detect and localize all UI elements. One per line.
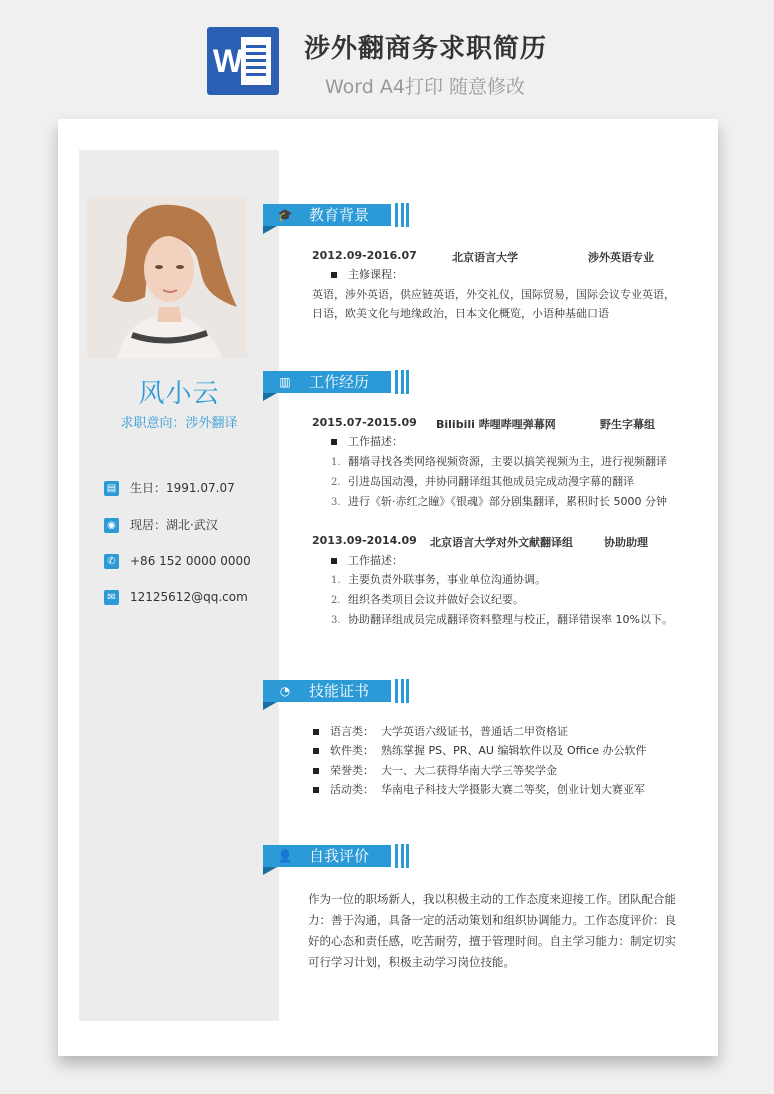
- self-eval-line: 好的心态和责任感，吃苦耐劳，擅于管理时间。自主学习能力：制定切实: [308, 934, 676, 948]
- bullet: [313, 787, 319, 793]
- job-item: 引进岛国动漫，并协同翻译组其他成员完成动漫字幕的翻译: [348, 475, 634, 488]
- skill-text: 大一、大二获得华南大学三等奖学金: [381, 764, 557, 777]
- skill-text: 熟练掌握 PS、PR、AU 编辑软件以及 Office 办公软件: [381, 744, 647, 757]
- section-header-education: 🎓 教育背景: [263, 204, 408, 234]
- page-subtitle: Word A4打印 随意修改: [325, 76, 526, 98]
- bullet: [313, 768, 319, 774]
- job-intent: 求职意向：涉外翻译: [120, 416, 238, 431]
- courses-line: 英语，涉外英语，供应链英语，外交礼仪，国际贸易，国际会议专业英语，: [312, 288, 675, 301]
- section-header-work: ▥ 工作经历: [263, 371, 408, 401]
- word-logo-icon: [207, 27, 279, 95]
- calendar-icon: ▤: [104, 481, 119, 496]
- page-title: 涉外翻商务求职简历: [304, 34, 548, 64]
- bullet: [331, 439, 337, 445]
- section-header-skills: ◔ 技能证书: [263, 680, 408, 710]
- skill-label: 活动类：: [330, 783, 374, 796]
- list-number: 3.: [331, 497, 341, 508]
- skill-label: 软件类：: [330, 744, 374, 757]
- location-icon: ◉: [104, 518, 119, 533]
- courses-label: 主修课程：: [348, 268, 403, 281]
- self-eval-line: 可行学习计划，积极主动学习岗位技能。: [308, 955, 515, 969]
- bullet: [331, 558, 337, 564]
- document-lines-icon: [241, 37, 271, 85]
- mail-icon: ✉: [104, 590, 119, 605]
- list-number: 2.: [331, 477, 341, 488]
- edu-period: 2012.09-2016.07: [312, 249, 417, 262]
- edu-school: 北京语言大学: [452, 251, 518, 264]
- skill-label: 语言类：: [330, 725, 374, 738]
- list-number: 1.: [331, 575, 341, 586]
- word-logo-letter: W: [212, 43, 244, 79]
- bullet: [313, 729, 319, 735]
- job-item: 主要负责外联事务，事业单位沟通协调。: [348, 573, 546, 586]
- section-header-self-eval: 👤 自我评价: [263, 845, 408, 875]
- skill-text: 华南电子科技大学摄影大赛二等奖，创业计划大赛亚军: [381, 783, 645, 796]
- profile-name: 风小云: [138, 379, 220, 409]
- job-period: 2013.09-2014.09: [312, 534, 417, 547]
- job-item: 翻墙寻找各类网络视频资源，主要以搞笑视频为主，进行视频翻译: [348, 455, 667, 468]
- list-number: 3.: [331, 615, 341, 626]
- skill-label: 荣誉类：: [330, 764, 374, 777]
- profile-photo: [87, 197, 247, 358]
- phone-icon: ✆: [104, 554, 119, 569]
- bar-chart-icon: ▥: [279, 375, 291, 389]
- list-number: 1.: [331, 457, 341, 468]
- job-desc-label: 工作描述：: [348, 435, 403, 448]
- skill-text: 大学英语六级证书，普通话二甲资格证: [381, 725, 568, 738]
- job-item: 进行《斩·赤红之瞳》《银魂》部分剧集翻译，累积时长 5000 分钟: [348, 495, 667, 508]
- self-eval-line: 力：善于沟通，具备一定的活动策划和组织协调能力。工作态度评价：良: [308, 913, 676, 927]
- job-item: 协助翻译组成员完成翻译资料整理与校正，翻译错误率 10%以下。: [348, 613, 673, 626]
- job-role: 野生字幕组: [600, 418, 655, 431]
- mouse-icon: ◔: [279, 684, 291, 698]
- job-company: Bilibili 哔哩哔哩弹幕网: [436, 418, 556, 431]
- bullet: [331, 272, 337, 278]
- sidebar: 风小云 求职意向：涉外翻译 ▤ 生日：1991.07.07 ◉ 现居：湖北·武汉 ✆ +86 152 0000 0000 ✉ 12125612@qq.com: [79, 150, 279, 1021]
- list-number: 2.: [331, 595, 341, 606]
- job-period: 2015.07-2015.09: [312, 416, 417, 429]
- job-company: 北京语言大学对外文献翻译组: [430, 536, 573, 549]
- edu-major: 涉外英语专业: [588, 251, 654, 264]
- self-eval-line: 作为一位的职场新人，我以积极主动的工作态度来迎接工作。团队配合能: [308, 892, 676, 906]
- bullet: [313, 748, 319, 754]
- person-icon: 👤: [277, 849, 293, 863]
- job-role: 协助助理: [604, 536, 648, 549]
- resume-page: [58, 119, 718, 1056]
- graduation-cap-icon: 🎓: [277, 208, 293, 222]
- job-desc-label: 工作描述：: [348, 554, 403, 567]
- job-item: 组织各类项目会议并做好会议纪要。: [348, 593, 524, 606]
- courses-line: 日语，欧美文化与地缘政治，日本文化概览，小语种基础口语: [312, 307, 609, 320]
